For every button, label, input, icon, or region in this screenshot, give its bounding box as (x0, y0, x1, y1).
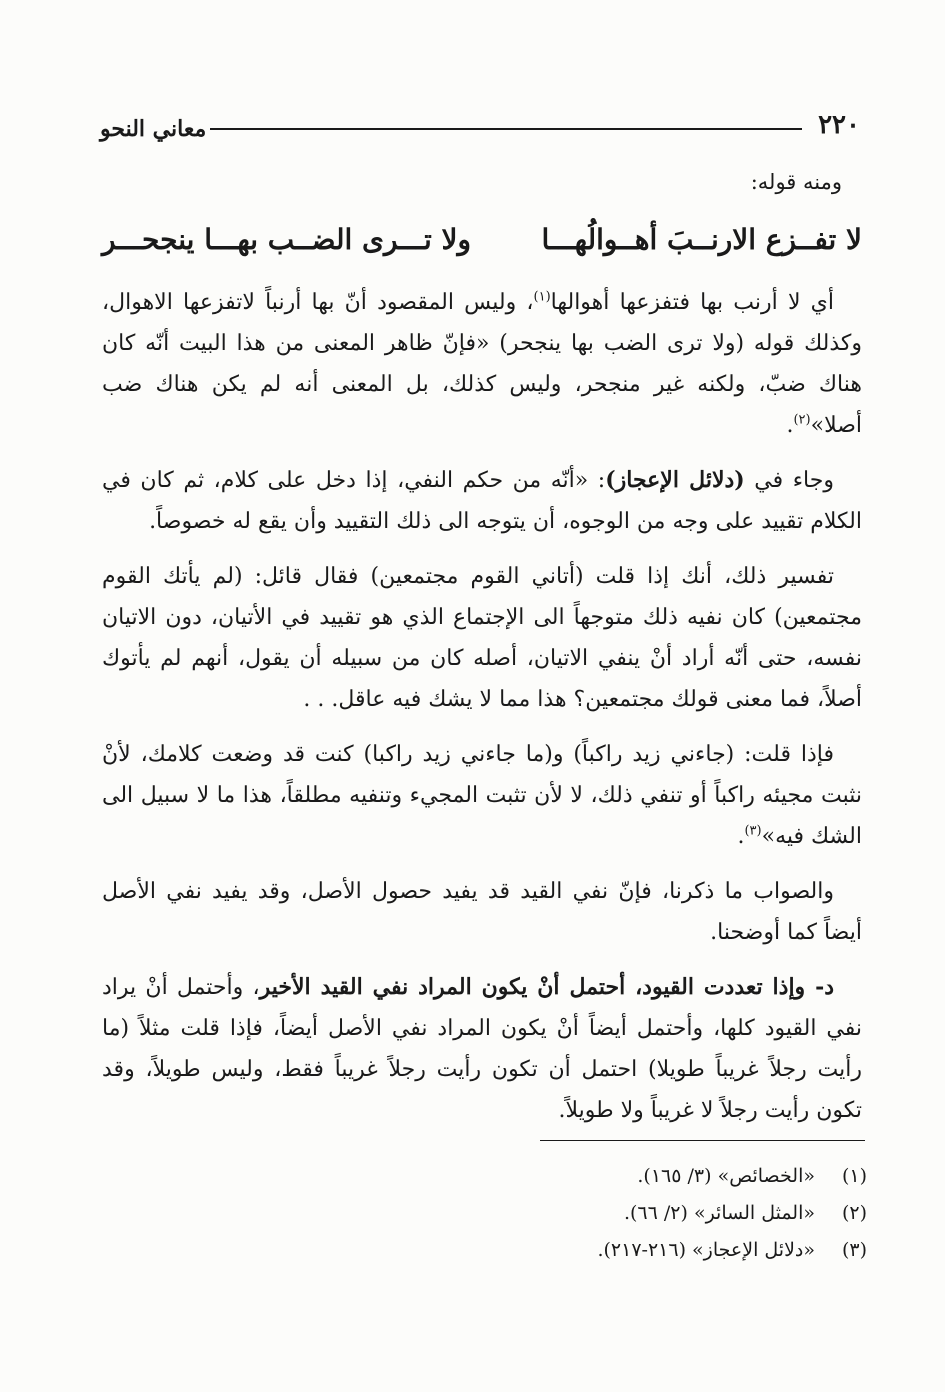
footnote-reference: (١) (533, 289, 551, 305)
footnote (367, 1232, 867, 1269)
verse-first-hemistich: لا تفــزع الارنــبَ أهــوالُهـــا (541, 223, 862, 256)
paragraph (102, 460, 862, 542)
footnote-text: «المثل السائر» (٢/ ٦٦). (623, 1202, 815, 1224)
paragraph-text: ، وأحتمل أنْ يراد نفي القيود كلها، وأحتمل أيضاً أنْ يكون المراد نفي الأصل أيضاً، فإذا قلت مثلاً (ما رأيت رجلاً غريباً طويلا) احتمل أن تكون رأيت رجلاً غريباً فقط، وليس طويلاً، وقد تكون رأيت رجلاً لا غريباً ولا طويلاً. (102, 975, 862, 1123)
paragraph (102, 967, 862, 1131)
footnote-number: (٢) (841, 1202, 867, 1224)
book-title: معاني النحو (100, 116, 207, 142)
footnote-number: (١) (841, 1165, 867, 1187)
footnote-reference: (٣) (744, 823, 762, 839)
paragraph (102, 734, 862, 857)
poetry-verse (102, 216, 862, 264)
page-header (100, 108, 860, 148)
paragraph (102, 871, 862, 953)
footnote-number: (٣) (841, 1239, 867, 1261)
paragraph (102, 282, 862, 446)
paragraph (102, 556, 862, 720)
footnote-separator (540, 1140, 865, 1141)
verse-second-hemistich: ولا تـــرى الضــب بهـــا ينجحـــر (102, 223, 472, 256)
footnotes (367, 1158, 867, 1269)
paragraph-text: ، وليس المقصود أنّ بها أرنباً لاتفزعها الاهوال، وكذلك قوله (ولا ترى الضب بها ينجحر) «فإنّ ظاهر المعنى من هذا البيت أنّه كان هناك ضبّ، ولكنه غير منجحر، وليس كذلك، بل المعنى أنه لم يكن هناك ضب أصلا» (102, 290, 862, 438)
main-text (102, 162, 862, 1145)
paragraph-text: والصواب ما ذكرنا، فإنّ نفي القيد قد يفيد حصول الأصل، وقد يفيد نفي الأصل أيضاً كما أوضحنا. (102, 879, 862, 945)
bold-text: (دلائل الإعجاز) (605, 467, 745, 493)
footnote (367, 1195, 867, 1232)
bold-text: د- وإذا تعددت القيود، أحتمل أنْ يكون المراد نفي القيد الأخير (259, 974, 835, 1000)
paragraph-text: فإذا قلت: (جاءني زيد راكباً) و(ما جاءني زيد راكبا) كنت قد وضعت كلامك، لأنْ نثبت مجيئه راكباً أو تنفي ذلك، لا لأن تثبت المجيء وتنفيه مطلقاً، هذا ما لا سبيل الى الشك فيه» (102, 742, 862, 849)
header-rule (210, 128, 802, 130)
footnote-reference: (٢) (793, 412, 811, 428)
verse-intro: ومنه قوله: (750, 170, 842, 194)
page-number: ٢٢٠ (818, 110, 860, 140)
paragraph-text: تفسير ذلك، أنك إذا قلت (أتاني القوم مجتمعين) فقال قائل: (لم يأتك القوم مجتمعين) كان نفيه ذلك متوجهاً الى الإجتماع الذي هو تقييد في الأتيان، دون الاتيان نفسه، حتى أنّه أراد أنْ ينفي الاتيان، أصله كان من سبيله أن يقول، أنهم لم يأتوك أصلاً، فما معنى قولك مجتمعين؟ هذا مما لا يشك فيه عاقل. . . (102, 564, 862, 712)
paragraph-text: . (737, 824, 745, 849)
paragraph-text: أي لا أرنب بها فتفزعها أهوالها (550, 290, 835, 315)
footnote-text: «دلائل الإعجاز» (٢١٦-٢١٧). (597, 1239, 815, 1261)
footnote-text: «الخصائص» (٣/ ١٦٥). (637, 1165, 815, 1187)
paragraph-text: : «أنّه من حكم النفي، إذا دخل على كلام، ثم كان في الكلام تقييد على وجه من الوجوه، أن يتوجه الى ذلك التقييد وأن يقع له خصوصاً. (102, 468, 862, 534)
footnote (367, 1158, 867, 1195)
paragraphs (102, 282, 862, 1131)
paragraph-text: . (786, 413, 794, 438)
paragraph-text: وجاء في (744, 468, 834, 493)
